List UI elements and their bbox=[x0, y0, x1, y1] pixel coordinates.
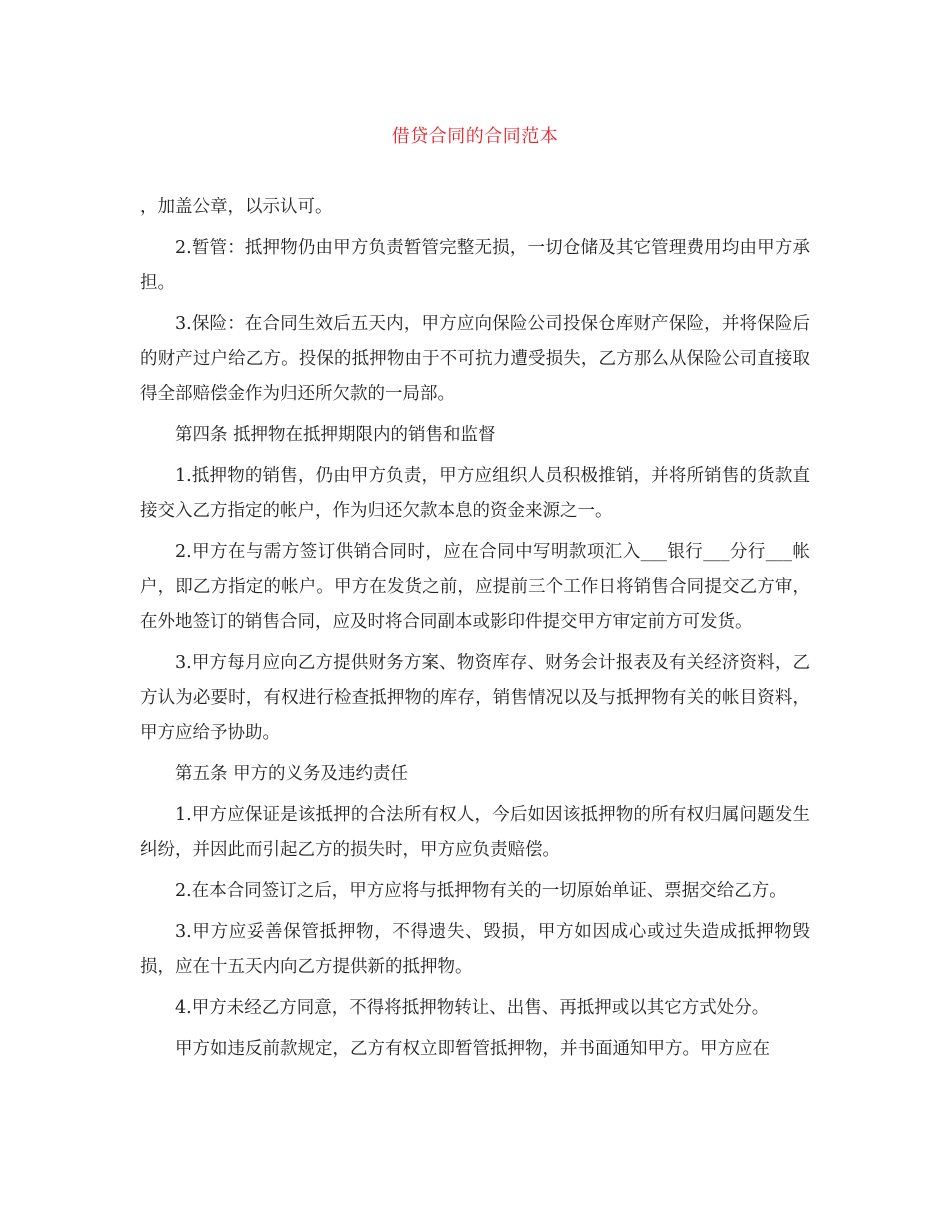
paragraph-insurance: 3.保险：在合同生效后五天内，甲方应向保险公司投保仓库财产保险，并将保险后的财产过户给乙方。投保的抵押物由于不可抗力遭受损失，乙方那么从保险公司直接取得全部赔偿金作为归还所欠款的一局部。 bbox=[140, 314, 810, 404]
paragraph-custody: 2.暂管：抵押物仍由甲方负责暂管完整无损，一切仓储及其它管理费用均由甲方承担。 bbox=[140, 238, 810, 293]
paragraph-continuation: ，加盖公章，以示认可。 bbox=[140, 197, 333, 217]
paragraph-monthly-report: 3.甲方每月应向乙方提供财务方案、物资库存、财务会计报表及有关经济资料，乙方认为必要时，有权进行检查抵押物的库存，销售情况以及与抵押物有关的帐目资料，甲方应给予协助。 bbox=[140, 653, 810, 743]
paragraph-documents: 2.在本合同签订之后，甲方应将与抵押物有关的一切原始单证、票据交给乙方。 bbox=[175, 881, 787, 901]
paragraph-sales: 1.抵押物的销售，仍由甲方负责，甲方应组织人员积极推销，并将所销售的货款直接交入乙方指定的帐户，作为归还欠款本息的资金来源之一。 bbox=[140, 466, 810, 521]
document-title: 借贷合同的合同范本 bbox=[391, 126, 559, 147]
article-5-heading: 第五条 甲方的义务及违约责任 bbox=[175, 764, 409, 784]
document-body bbox=[140, 190, 810, 1073]
paragraph-violation: 甲方如违反前款规定，乙方有权立即暂管抵押物，并书面通知甲方。甲方应在 bbox=[175, 1039, 770, 1059]
paragraph-no-transfer: 4.甲方未经乙方同意，不得将抵押物转让、出售、再抵押或以其它方式处分。 bbox=[175, 998, 770, 1018]
article-4-heading: 第四条 抵押物在抵押期限内的销售和监督 bbox=[175, 425, 496, 445]
paragraph-ownership: 1.甲方应保证是该抵押的合法所有权人，今后如因该抵押物的所有权归属问题发生纠纷，并因此而引起乙方的损失时，甲方应负责赔偿。 bbox=[140, 805, 810, 860]
paragraph-supply-contract: 2.甲方在与需方签订供销合同时，应在合同中写明款项汇入___银行___分行___帐户，即乙方指定的帐户。甲方在发货之前，应提前三个工作日将销售合同提交乙方审，在外地签订的销售合同，应及时将合同副本或影印件提交甲方审定前方可发货。 bbox=[140, 542, 810, 632]
paragraph-safekeeping: 3.甲方应妥善保管抵押物，不得遗失、毁损，甲方如因成心或过失造成抵押物毁损，应在十五天内向乙方提供新的抵押物。 bbox=[140, 922, 810, 977]
